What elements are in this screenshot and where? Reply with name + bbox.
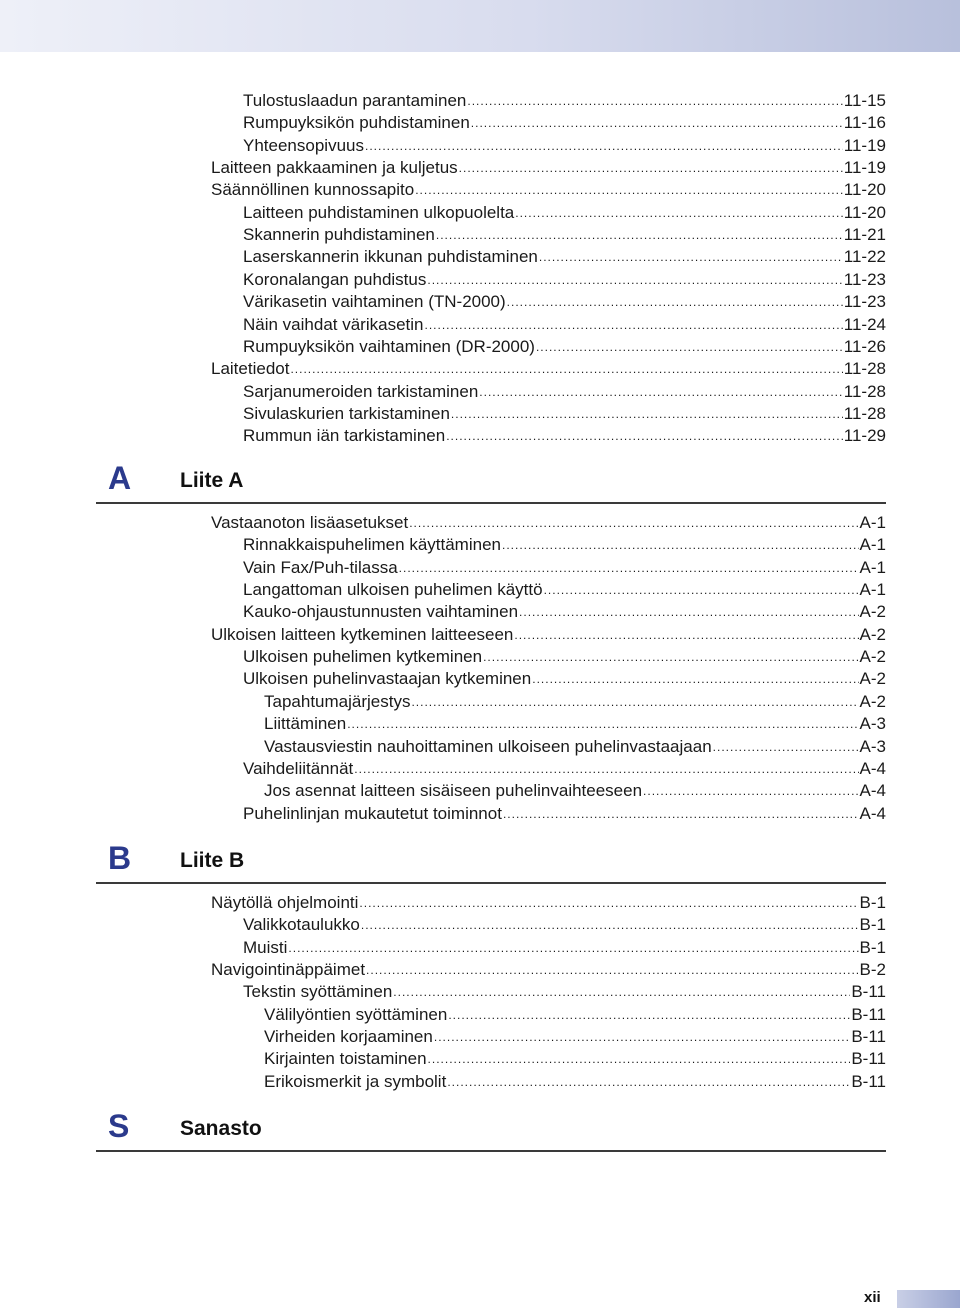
toc-entry[interactable] xyxy=(243,291,886,313)
toc-dot-leader xyxy=(447,1074,850,1090)
section-letter: S xyxy=(108,1108,130,1144)
toc-entry-page: 11-20 xyxy=(843,202,886,222)
toc-dot-leader xyxy=(354,761,858,777)
toc-entry-page: A-1 xyxy=(859,513,886,532)
toc-entry-page: A-2 xyxy=(859,624,886,644)
toc-entry[interactable] xyxy=(264,736,886,758)
toc-entry[interactable] xyxy=(243,381,886,403)
toc-dot-leader xyxy=(483,649,858,665)
toc-entry[interactable] xyxy=(243,90,886,112)
toc-dot-leader xyxy=(399,560,859,576)
toc-dot-leader xyxy=(539,249,843,265)
toc-entry-page: A-4 xyxy=(859,803,886,823)
toc-entry-page: 11-26 xyxy=(843,336,886,356)
toc-dot-leader xyxy=(503,806,859,822)
toc-entry[interactable] xyxy=(211,624,886,646)
section-divider xyxy=(96,502,886,504)
toc-entry-title: Valikkotaulukko xyxy=(243,915,360,935)
toc-dot-leader xyxy=(448,1007,850,1023)
toc-entry[interactable] xyxy=(243,269,886,291)
toc-dot-leader xyxy=(479,384,842,400)
toc-entry-title: Koronalangan puhdistus xyxy=(243,269,427,289)
toc-entry-title: Värikasetin vaihtaminen (TN-2000) xyxy=(243,292,506,312)
toc-entry-page: 11-22 xyxy=(843,247,886,267)
toc-entry-page: A-3 xyxy=(859,714,886,734)
toc-entry-title: Yhteensopivuus xyxy=(243,135,364,155)
toc-dot-leader xyxy=(411,694,858,710)
toc-entry-title: Jos asennat laitteen sisäiseen puhelinvaihteeseen xyxy=(264,781,643,801)
toc-dot-leader xyxy=(502,537,859,553)
section-divider xyxy=(96,1150,886,1152)
toc-entry[interactable] xyxy=(243,534,886,556)
toc-dot-leader xyxy=(290,361,842,377)
toc-entry[interactable] xyxy=(243,246,886,268)
toc-entry-page: 11-19 xyxy=(843,158,886,178)
toc-dot-leader xyxy=(365,138,843,154)
toc-entry-title: Säännöllinen kunnossapito xyxy=(211,180,415,200)
toc-entry-title: Laitteen puhdistaminen ulkopuolelta xyxy=(243,202,515,222)
toc-entry-page: A-2 xyxy=(859,602,886,622)
toc-entry-page: 11-23 xyxy=(843,269,886,289)
toc-entry[interactable] xyxy=(243,403,886,425)
toc-entry-page: A-3 xyxy=(859,736,886,756)
toc-entry[interactable] xyxy=(211,959,886,981)
toc-entry[interactable] xyxy=(243,135,886,157)
toc-entry-title: Ulkoisen laitteen kytkeminen laitteeseen xyxy=(211,624,514,644)
toc-entry-page: A-1 xyxy=(859,557,886,577)
toc-dot-leader xyxy=(427,272,842,288)
toc-entry[interactable] xyxy=(211,358,886,380)
toc-entry-page: A-2 xyxy=(859,647,886,667)
toc-entry[interactable] xyxy=(243,646,886,668)
toc-dot-leader xyxy=(451,406,843,422)
toc-entry[interactable] xyxy=(243,336,886,358)
toc-entry-page: 11-23 xyxy=(843,292,886,312)
toc-dot-leader xyxy=(536,339,843,355)
toc-entry-title: Tulostuslaadun parantaminen xyxy=(243,91,467,110)
toc-entry-title: Rummun iän tarkistaminen xyxy=(243,426,446,446)
toc-entry-title: Rumpuyksikön vaihtaminen (DR-2000) xyxy=(243,336,535,356)
toc-entry-title: Ulkoisen puhelinvastaajan kytkeminen xyxy=(243,669,532,689)
toc-entry-title: Puhelinlinjan mukautetut toiminnot xyxy=(243,803,502,823)
toc-dot-leader xyxy=(428,1051,851,1067)
page-tab xyxy=(897,1290,960,1308)
toc-entry-page: A-4 xyxy=(859,758,886,778)
toc-entry[interactable] xyxy=(243,224,886,246)
toc-entry-title: Vastausviestin nauhoittaminen ulkoiseen puhelinvastaajaan xyxy=(264,736,712,756)
toc-entry[interactable] xyxy=(243,803,886,825)
toc-dot-leader xyxy=(288,940,858,956)
toc-dot-leader xyxy=(544,582,859,598)
toc-entry-page: B-11 xyxy=(851,982,886,1002)
toc-entry[interactable] xyxy=(211,892,886,914)
section-title: Liite B xyxy=(180,849,245,872)
toc-entry[interactable] xyxy=(264,1071,886,1093)
toc-entry-title: Erikoismerkit ja symbolit xyxy=(264,1071,447,1091)
toc-entry-title: Muisti xyxy=(243,937,288,957)
toc-entry-page: A-1 xyxy=(859,535,886,555)
toc-entry-title: Sivulaskurien tarkistaminen xyxy=(243,403,450,423)
toc-entry-page: 11-21 xyxy=(843,225,886,245)
toc-entry-title: Ulkoisen puhelimen kytkeminen xyxy=(243,647,483,667)
section-header xyxy=(0,838,960,898)
toc-entry-page: 11-24 xyxy=(843,314,886,334)
toc-dot-leader xyxy=(643,783,858,799)
toc-entry-page: B-11 xyxy=(851,1004,886,1024)
toc-entry-title: Navigointinäppäimet xyxy=(211,960,366,980)
toc-entry-title: Näytöllä ohjelmointi xyxy=(211,893,359,912)
toc-dot-leader xyxy=(393,984,850,1000)
toc-dot-leader xyxy=(713,739,859,755)
toc-entry[interactable] xyxy=(211,179,886,201)
toc-entry-title: Virheiden korjaaminen xyxy=(264,1027,433,1047)
toc-entry-title: Vastaanoton lisäasetukset xyxy=(211,513,409,532)
toc-entry[interactable] xyxy=(243,601,886,623)
toc-entry[interactable] xyxy=(243,914,886,936)
toc-entry-page: B-11 xyxy=(851,1071,886,1091)
toc-entry[interactable] xyxy=(243,202,886,224)
toc-entry[interactable] xyxy=(243,758,886,780)
toc-entry-title: Vain Fax/Puh-tilassa xyxy=(243,557,398,577)
toc-entry-page: B-11 xyxy=(851,1049,886,1069)
toc-dot-leader xyxy=(519,604,859,620)
toc-entry-title: Vaihdeliitännät xyxy=(243,758,354,778)
toc-dot-leader xyxy=(446,428,843,444)
toc-entry-page: A-4 xyxy=(859,781,886,801)
toc-entry-title: Laitteen pakkaaminen ja kuljetus xyxy=(211,158,458,178)
toc-entry-title: Laserskannerin ikkunan puhdistaminen xyxy=(243,247,538,267)
section-letter: B xyxy=(108,840,132,876)
toc-entry-page: B-1 xyxy=(859,937,886,957)
toc-entry-title: Kirjainten toistaminen xyxy=(264,1049,427,1069)
section-title: Sanasto xyxy=(180,1117,262,1140)
toc-entry[interactable] xyxy=(243,112,886,134)
toc-entry-title: Rinnakkaispuhelimen käyttäminen xyxy=(243,535,501,555)
toc-dot-leader xyxy=(532,671,858,687)
toc-entry[interactable] xyxy=(264,780,886,802)
toc-dot-leader xyxy=(424,317,842,333)
toc-entry-title: Näin vaihdat värikasetin xyxy=(243,314,424,334)
toc-dot-leader xyxy=(361,917,859,933)
toc-entry-page: 11-19 xyxy=(843,135,886,155)
toc-entry[interactable] xyxy=(211,512,886,534)
toc-entry-page: 11-29 xyxy=(843,426,886,446)
toc-entry-page: 11-20 xyxy=(843,180,886,200)
toc-entry-page: A-1 xyxy=(859,580,886,600)
toc-entry-title: Langattoman ulkoisen puhelimen käyttö xyxy=(243,580,543,600)
toc-dot-leader xyxy=(514,627,858,643)
toc-dot-leader xyxy=(507,294,843,310)
toc-dot-leader xyxy=(471,115,843,131)
toc-entry-title: Kauko-ohjaustunnusten vaihtaminen xyxy=(243,602,519,622)
toc-entry-title: Laitetiedot xyxy=(211,359,290,379)
toc-entry[interactable] xyxy=(243,668,886,690)
toc-entry[interactable] xyxy=(243,557,886,579)
toc-dot-leader xyxy=(436,227,843,243)
toc-entry-page: B-1 xyxy=(859,915,886,935)
toc-entry-title: Tekstin syöttäminen xyxy=(243,982,393,1002)
toc-entry-page: A-2 xyxy=(859,669,886,689)
toc-entry[interactable] xyxy=(243,981,886,1003)
section-title: Liite A xyxy=(180,469,244,492)
toc-entry[interactable] xyxy=(264,691,886,713)
toc-entry-page: 11-15 xyxy=(843,91,886,110)
section-divider xyxy=(96,882,886,884)
section-header xyxy=(0,1106,960,1166)
toc-dot-leader xyxy=(434,1029,850,1045)
toc-dot-leader xyxy=(366,962,858,978)
toc-entry-page: 11-28 xyxy=(843,403,886,423)
toc-dot-leader xyxy=(515,205,843,221)
toc-entry[interactable] xyxy=(264,713,886,735)
toc-dot-leader xyxy=(467,93,842,109)
toc-entry-title: Sarjanumeroiden tarkistaminen xyxy=(243,381,479,401)
toc-dot-leader xyxy=(415,182,843,198)
toc-entry[interactable] xyxy=(211,157,886,179)
toc-dot-leader xyxy=(359,895,858,911)
toc-entry-title: Välilyöntien syöttäminen xyxy=(264,1004,448,1024)
toc-dot-leader xyxy=(347,716,858,732)
toc-entry-page: A-2 xyxy=(859,691,886,711)
toc-entry[interactable] xyxy=(264,1026,886,1048)
toc-entry[interactable] xyxy=(243,937,886,959)
page-number: xii xyxy=(864,1289,881,1306)
toc-entry[interactable] xyxy=(243,314,886,336)
toc-entry-page: B-2 xyxy=(859,960,886,980)
toc-dot-leader xyxy=(459,160,843,176)
toc-entry[interactable] xyxy=(243,579,886,601)
toc-dot-leader xyxy=(409,515,858,531)
header-band xyxy=(0,0,960,52)
toc-entry[interactable] xyxy=(264,1048,886,1070)
toc-entry-page: B-1 xyxy=(859,893,886,912)
toc-entry-title: Rumpuyksikön puhdistaminen xyxy=(243,113,470,133)
toc-entry-page: B-11 xyxy=(851,1027,886,1047)
toc-entry[interactable] xyxy=(243,425,886,447)
toc-entry-title: Liittäminen xyxy=(264,714,347,734)
section-letter: A xyxy=(108,460,132,496)
toc-entry-title: Skannerin puhdistaminen xyxy=(243,225,435,245)
toc-entry-page: 11-28 xyxy=(843,359,886,379)
section-header xyxy=(0,458,960,518)
toc-entry[interactable] xyxy=(264,1004,886,1026)
toc-entry-page: 11-28 xyxy=(843,381,886,401)
toc-entry-page: 11-16 xyxy=(843,113,886,133)
toc-entry-title: Tapahtumajärjestys xyxy=(264,691,411,711)
